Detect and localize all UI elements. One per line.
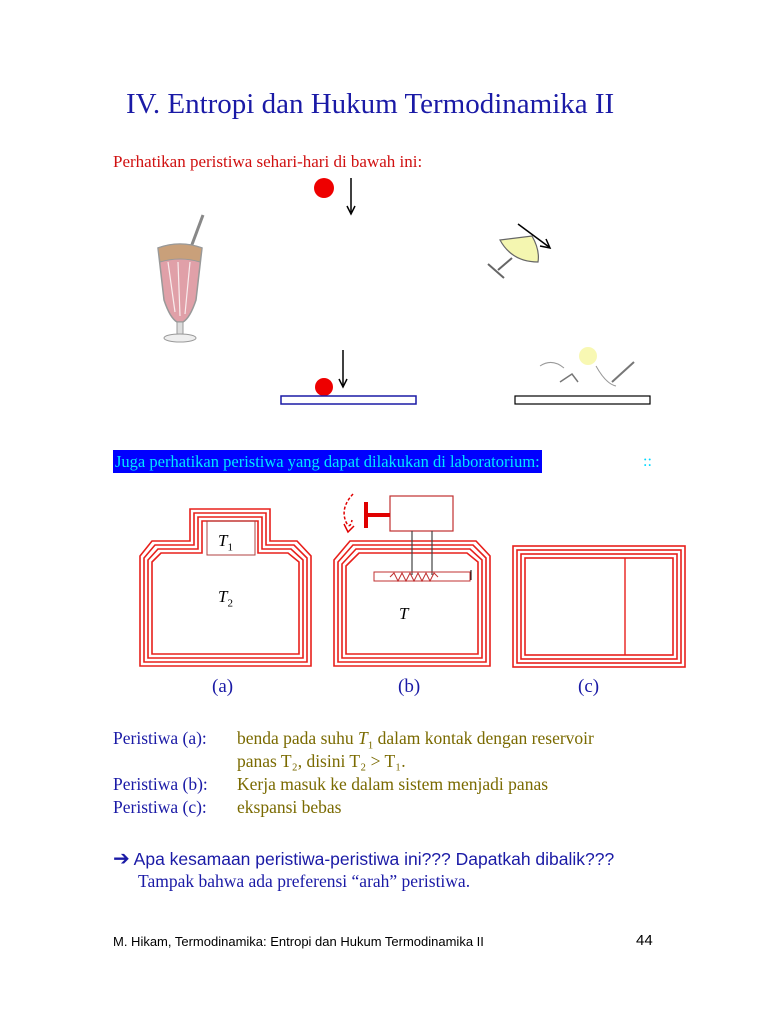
lab-dots: ::	[643, 453, 652, 470]
paddle-apparatus	[344, 494, 471, 581]
label-t1: $T_1$	[218, 531, 233, 554]
question-line	[113, 846, 614, 871]
event-a-text-line2: panas T₂, disini T₂ > T₁.	[237, 751, 406, 771]
label-t2: $T_2$	[218, 587, 233, 610]
right-arrow-icon: ➔	[113, 848, 130, 870]
event-b: Peristiwa (b):	[113, 774, 208, 794]
caption-a: (a)	[212, 676, 234, 697]
event-c: Peristiwa (c):	[113, 797, 207, 817]
caption-b: (b)	[398, 676, 421, 697]
intro-text: Perhatikan peristiwa sehari-hari di bawah ini:	[113, 152, 423, 171]
note-text: Tampak bahwa ada preferensi “arah” peristiwa.	[138, 871, 471, 891]
footer-text: M. Hikam, Termodinamika: Entropi dan Hukum Termodinamika II	[113, 934, 484, 949]
diagram-c	[513, 546, 685, 667]
page-title: IV. Entropi dan Hukum Termodinamika II	[126, 88, 615, 120]
caption-c: (c)	[578, 676, 600, 697]
event-c-text: ekspansi bebas	[237, 797, 342, 817]
event-b-text: Kerja masuk ke dalam sistem menjadi panas	[237, 774, 549, 794]
lab-highlight-text: Juga perhatikan peristiwa yang dapat dilakukan di laboratorium:	[115, 452, 540, 471]
question-text: Apa kesamaan peristiwa-peristiwa ini??? Dapatkah dibalik???	[133, 849, 615, 869]
label-t: T	[399, 604, 409, 623]
event-a-text: benda pada suhu $T_1$ dalam kontak dengan reservoir	[237, 728, 594, 752]
page-number: 44	[636, 932, 653, 949]
event-a: Peristiwa (a):	[113, 728, 207, 748]
